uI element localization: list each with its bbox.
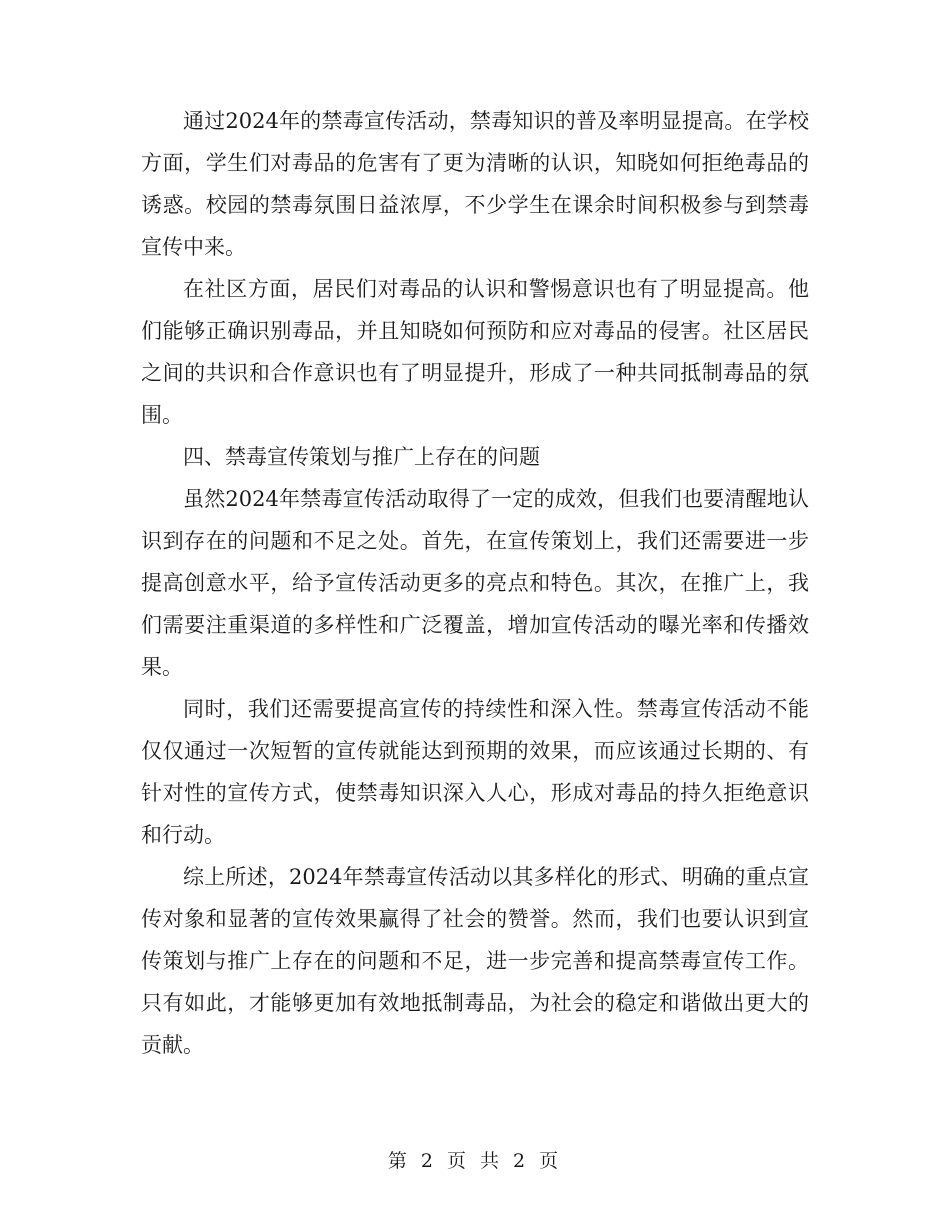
paragraph-results-community: 在社区方面，居民们对毒品的认识和警惕意识也有了明显提高。他们能够正确识别毒品，并且知晓如何预防和应对毒品的侵害。社区居民之间的共识和合作意识也有了明显提升，形成了一种共同抵制毒品的氛围。 (141, 277, 809, 427)
paragraph-results-schools: 通过2024年的禁毒宣传活动，禁毒知识的普及率明显提高。在学校方面，学生们对毒品的危害有了更为清晰的认识，知晓如何拒绝毒品的诱惑。校园的禁毒氛围日益浓厚，不少学生在课余时间积极参与到禁毒宣传中来。 (141, 109, 809, 259)
paragraph-conclusion: 综上所述，2024年禁毒宣传活动以其多样化的形式、明确的重点宣传对象和显著的宣传效果赢得了社会的赞誉。然而，我们也要认识到宣传策划与推广上存在的问题和不足，进一步完善和提高禁毒宣传工作。只有如此，才能够更加有效地抵制毒品，为社会的稳定和谐做出更大的贡献。 (141, 865, 809, 1057)
paragraph-problems-continuity: 同时，我们还需要提高宣传的持续性和深入性。禁毒宣传活动不能仅仅通过一次短暂的宣传就能达到预期的效果，而应该通过长期的、有针对性的宣传方式，使禁毒知识深入人心，形成对毒品的持久拒绝意识和行动。 (141, 697, 809, 847)
paragraph-problems-planning: 虽然2024年禁毒宣传活动取得了一定的成效，但我们也要清醒地认识到存在的问题和不足之处。首先，在宣传策划上，我们还需要进一步提高创意水平，给予宣传活动更多的亮点和特色。其次，在推广上，我们需要注重渠道的多样性和广泛覆盖，增加宣传活动的曝光率和传播效果。 (141, 487, 809, 679)
section-heading-problems: 四、禁毒宣传策划与推广上存在的问题 (183, 445, 540, 469)
document-body (141, 100, 809, 1066)
page-number-footer: 第 2 页 共 2 页 (387, 1150, 563, 1172)
